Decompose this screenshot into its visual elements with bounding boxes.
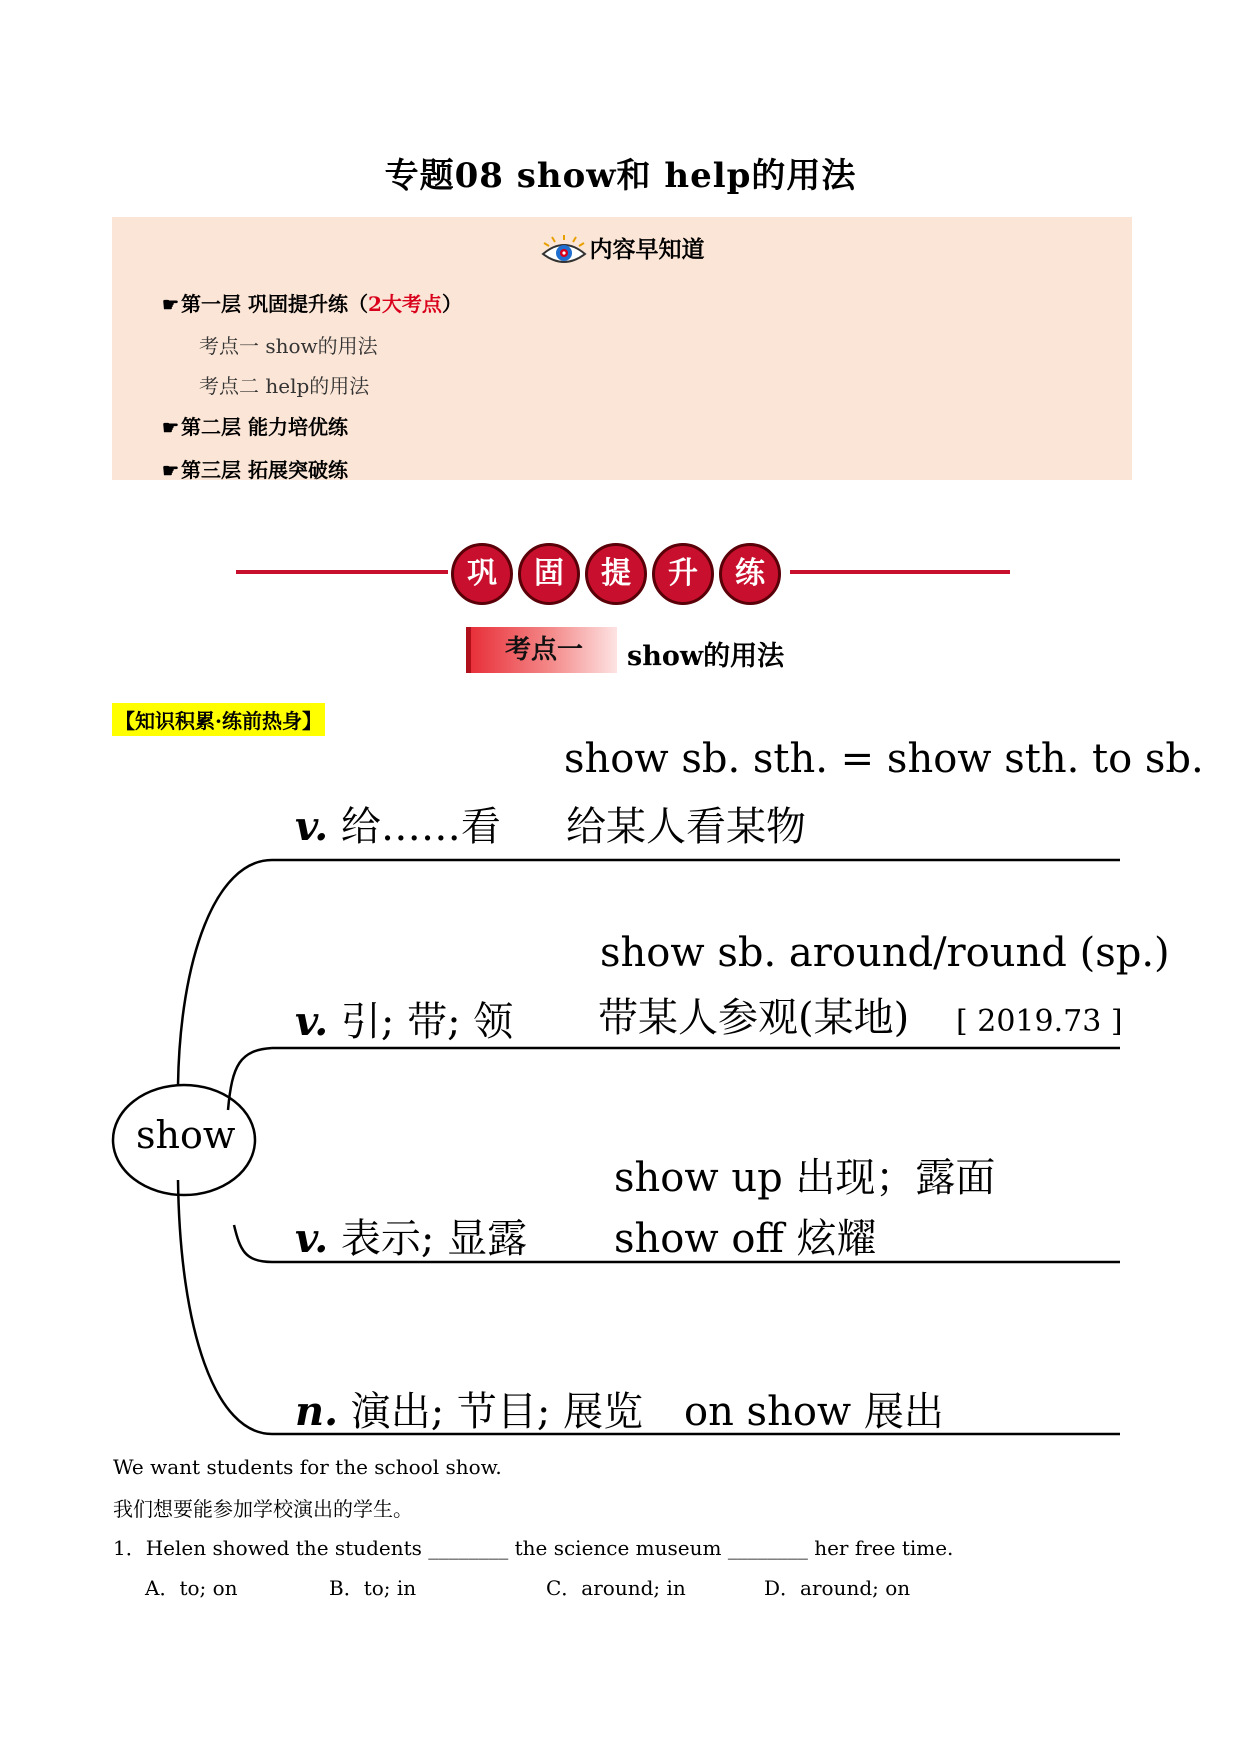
- b2-explain: 带某人参观(某地): [598, 995, 910, 1041]
- kaodian-title: show的用法: [627, 641, 785, 672]
- b1-explain: 给某人看某物: [566, 804, 806, 850]
- hand-pointer-icon: ☛: [162, 460, 180, 482]
- question-1-option-d[interactable]: D．around; on: [764, 1576, 911, 1600]
- toc-kaodian2[interactable]: 考点二 help的用法: [199, 374, 370, 398]
- toc-header: 内容早知道: [112, 231, 1132, 268]
- question-1-stem: 1．Helen showed the students ________ the science museum ________ her free time.: [113, 1536, 954, 1560]
- b2-meaning: v. 引; 带; 领: [295, 998, 514, 1045]
- question-1-option-c[interactable]: C．around; in: [546, 1576, 686, 1600]
- b3-phrase1: show up 出现；露面: [614, 1155, 996, 1201]
- b2-ref: [ 2019.73 ]: [956, 1004, 1123, 1039]
- question-1-option-a[interactable]: A．to; on: [145, 1576, 238, 1600]
- banner-char-3: 提: [585, 543, 647, 605]
- hand-pointer-icon: ☛: [162, 417, 180, 439]
- banner-char-4: 升: [652, 543, 714, 605]
- toc-layer3[interactable]: ☛ 第三层 拓展突破练: [162, 458, 349, 482]
- banner-char-5: 练: [719, 543, 781, 605]
- b4-meaning: n. 演出; 节目; 展览: [295, 1388, 644, 1435]
- hand-pointer-icon: ☛: [162, 294, 180, 316]
- example-zh: 我们想要能参加学校演出的学生。: [113, 1497, 413, 1521]
- question-1-option-b[interactable]: B．to; in: [329, 1576, 417, 1600]
- b3-phrase2: show off 炫耀: [614, 1216, 877, 1262]
- b4-phrase: on show 展出: [684, 1389, 944, 1435]
- b3-meaning: v. 表示; 显露: [295, 1215, 528, 1262]
- b2-phrase: show sb. around/round (sp.): [600, 930, 1170, 976]
- banner-char-1: 巩: [451, 543, 513, 605]
- example-en: We want students for the school show.: [113, 1455, 502, 1479]
- page-title: 专题08 show和 help的用法: [384, 156, 857, 196]
- mindmap-center: show: [136, 1113, 236, 1157]
- toc-kaodian1[interactable]: 考点一 show的用法: [199, 334, 378, 358]
- knowledge-tag: 【知识积累·练前热身】: [112, 703, 325, 736]
- banner-char-2: 固: [518, 543, 580, 605]
- b1-meaning: v. 给……看: [295, 803, 501, 850]
- b1-phrase: show sb. sth. = show sth. to sb.: [564, 736, 1204, 782]
- toc-layer2[interactable]: ☛ 第二层 能力培优练: [162, 415, 349, 439]
- kaodian-tag: 考点一: [466, 627, 617, 673]
- toc-layer1[interactable]: ☛ 第一层 巩固提升练（2大考点）: [162, 292, 462, 316]
